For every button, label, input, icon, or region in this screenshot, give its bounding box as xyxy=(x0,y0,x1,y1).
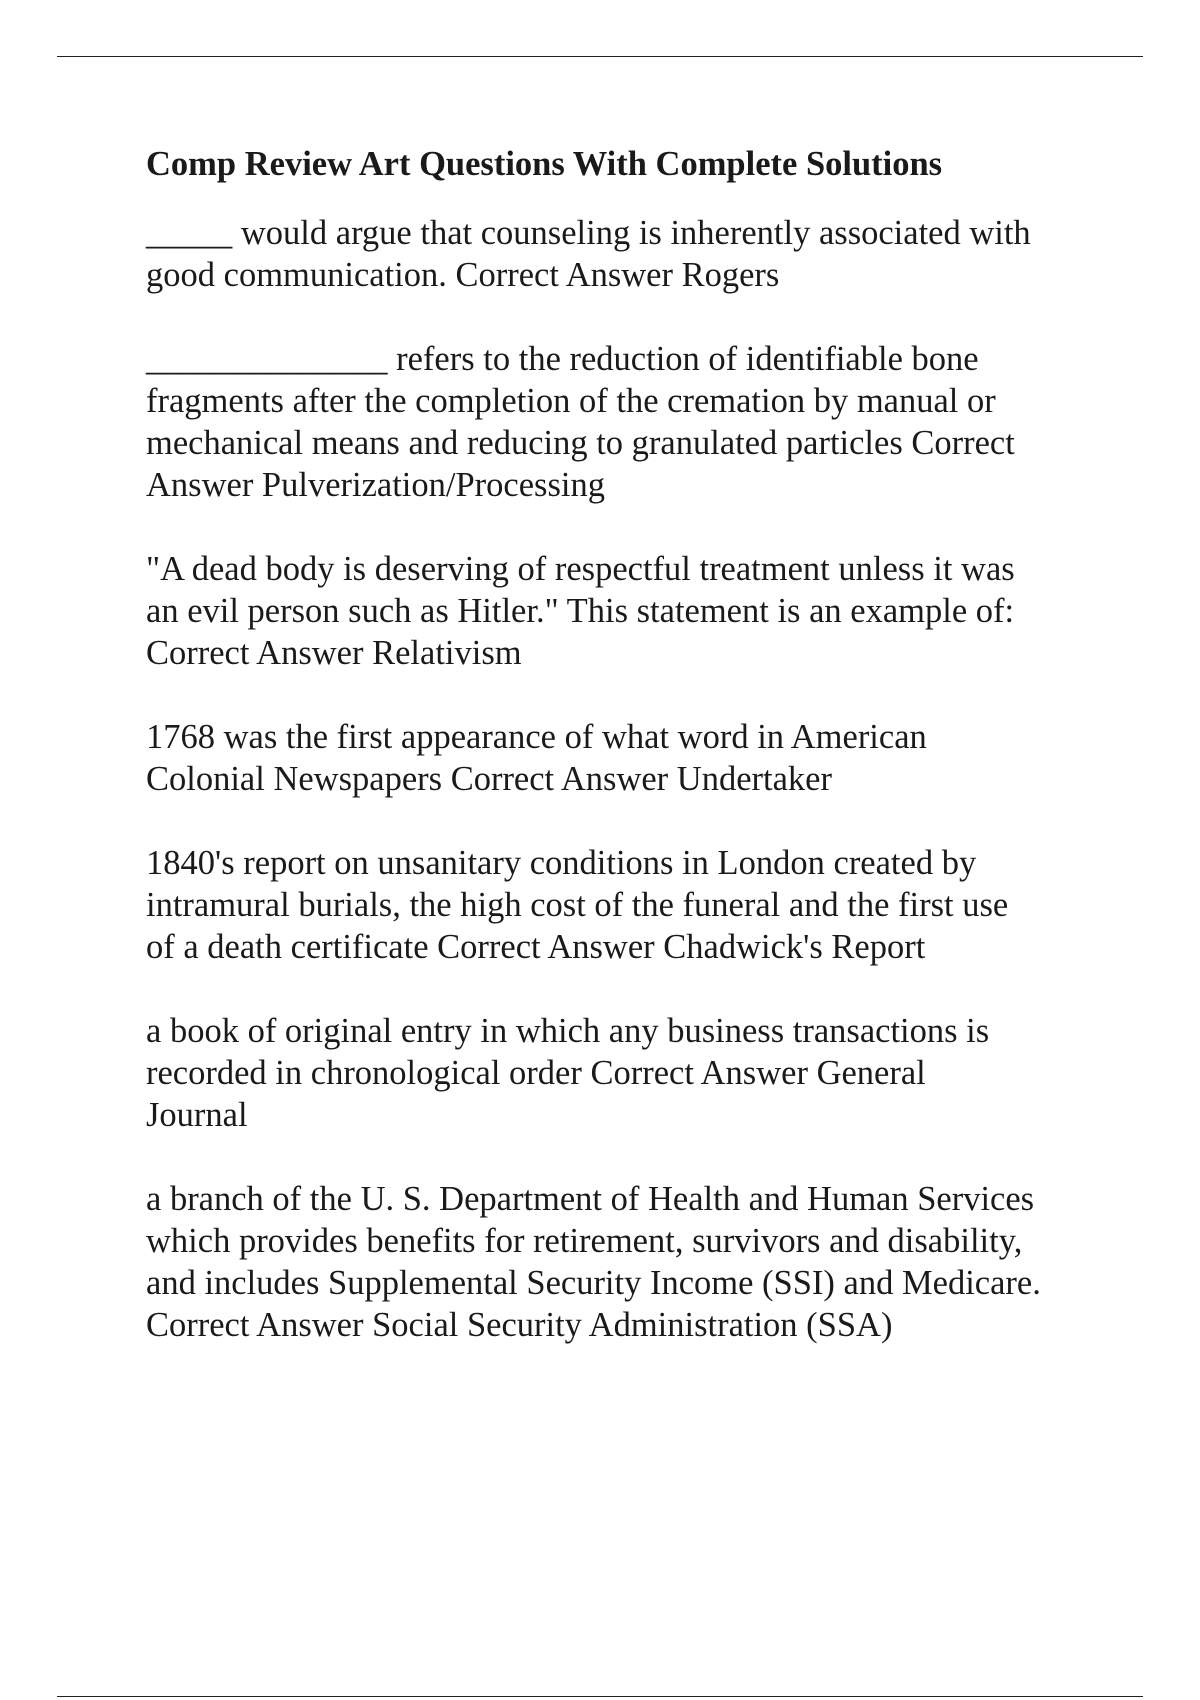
qa-line: Colonial Newspapers Correct Answer Undertaker xyxy=(146,760,832,798)
qa-line: and includes Supplemental Security Income (SSI) and Medicare. xyxy=(146,1264,1041,1302)
qa-item-2 xyxy=(146,338,1096,506)
qa-line: good communication. Correct Answer Rogers xyxy=(146,256,780,294)
qa-item-4 xyxy=(146,716,1096,800)
qa-line: intramural burials, the high cost of the funeral and the first use xyxy=(146,886,1009,924)
qa-line: Correct Answer Relativism xyxy=(146,634,522,672)
qa-line: Correct Answer Social Security Administration (SSA) xyxy=(146,1306,893,1344)
qa-line: Journal xyxy=(146,1096,248,1134)
qa-line: Answer Pulverization/Processing xyxy=(146,466,605,504)
qa-line: a branch of the U. S. Department of Health and Human Services xyxy=(146,1180,1035,1218)
document-title: Comp Review Art Questions With Complete Solutions xyxy=(146,145,943,183)
header-rule xyxy=(57,56,1143,57)
qa-line: which provides benefits for retirement, survivors and disability, xyxy=(146,1222,1023,1260)
qa-item-3 xyxy=(146,548,1096,674)
document-body xyxy=(146,142,1096,1388)
qa-item-1 xyxy=(146,212,1096,296)
qa-line: 1768 was the first appearance of what word in American xyxy=(146,718,927,756)
qa-item-5 xyxy=(146,842,1096,968)
qa-line: of a death certificate Correct Answer Chadwick's Report xyxy=(146,928,926,966)
qa-line: mechanical means and reducing to granulated particles Correct xyxy=(146,424,1015,462)
qa-line: "A dead body is deserving of respectful treatment unless it was xyxy=(146,550,1015,588)
qa-line: ______________ refers to the reduction of identifiable bone xyxy=(146,340,979,378)
qa-line: a book of original entry in which any business transactions is xyxy=(146,1012,990,1050)
qa-line: 1840's report on unsanitary conditions in London created by xyxy=(146,844,977,882)
qa-item-6 xyxy=(146,1010,1096,1136)
qa-line: _____ would argue that counseling is inherently associated with xyxy=(146,214,1031,252)
qa-line: fragments after the completion of the cremation by manual or xyxy=(146,382,996,420)
qa-line: an evil person such as Hitler." This statement is an example of: xyxy=(146,592,1015,630)
qa-item-7 xyxy=(146,1178,1096,1346)
footer-rule xyxy=(57,1696,1143,1697)
qa-list xyxy=(146,212,1096,1346)
qa-line: recorded in chronological order Correct Answer General xyxy=(146,1054,926,1092)
